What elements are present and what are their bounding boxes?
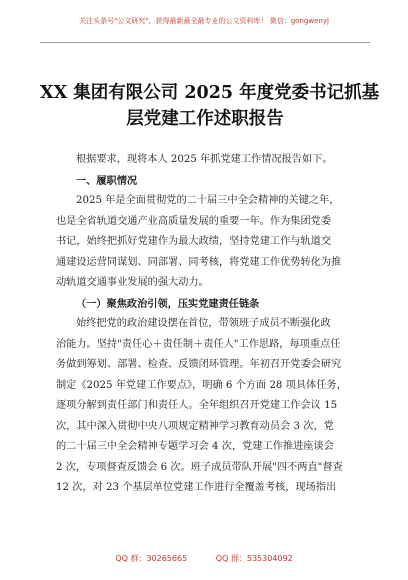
body-line: 也是全省轨道交通产业高质量发展的重要一年。作为集团党委 bbox=[56, 215, 332, 227]
intro-line: 根据要求，现将本人 2025 年抓党建工作情况报告如下。 bbox=[76, 154, 333, 165]
document-title bbox=[40, 80, 380, 132]
body-line: 12 次，对 23 个基层单位党建工作进行全覆盖考核，现场指出 bbox=[56, 482, 337, 493]
footer-qq-group-2: QQ 群：535304092 bbox=[215, 554, 293, 563]
body-line: 通建设运营同谋划、同部署、同考核，将党建工作优势转化为推 bbox=[56, 256, 342, 268]
section-heading: 一、履职情况 bbox=[76, 174, 138, 187]
body-line: 动轨道交通事业发展的强大动力。 bbox=[56, 277, 209, 288]
body-line: 务做到筹划、部署、检查、反馈闭环管理。年初召开党委会研究 bbox=[56, 359, 342, 370]
title-line-1: XX 集团有限公司 2025 年度党委书记抓基 bbox=[40, 83, 380, 103]
footer bbox=[0, 553, 408, 564]
body-line: 的二十届三中全会精神专题学习会 4 次，党建工作推进座谈会 bbox=[56, 441, 334, 452]
body-line: 逐项分解到责任部门和责任人。全年组织召开党建工作会议 15 bbox=[56, 400, 338, 411]
header-divider bbox=[40, 42, 370, 43]
body-line: 2025 年是全面贯彻党的二十届三中全会精神的关键之年， bbox=[76, 195, 340, 206]
body-line: 始终把党的政治建设摆在首位，带领班子成员不断强化政 bbox=[76, 318, 331, 329]
subsection-heading: （一）聚焦政治引领，压实党建责任链条 bbox=[76, 297, 260, 310]
body-line: 书记，始终把抓好党建作为最大政绩，坚持党建工作与轨道交 bbox=[56, 236, 332, 247]
body-line: 2 次，专项督查反馈会 6 次。班子成员带队开展"四不两直"督查 bbox=[56, 461, 343, 473]
document-body bbox=[56, 150, 356, 499]
body-line: 次，其中深入贯彻中央八项规定精神学习教育动员会 3 次，党 bbox=[56, 420, 334, 432]
footer-qq-group-1: QQ 群：30265665 bbox=[115, 554, 188, 563]
body-line: 治能力。坚持"责任心＋责任制＋责任人"工作思路，每项重点任 bbox=[56, 338, 341, 350]
header-notice: 关注头条号"公文研究"，获得最新最全最专业的公文资料库！ 微信：gongwenyj bbox=[79, 17, 329, 25]
body-line: 制定《2025 年党建工作要点》，明确 6 个方面 28 项具体任务， bbox=[56, 379, 347, 391]
title-line-2: 层党建工作述职报告 bbox=[126, 109, 284, 129]
